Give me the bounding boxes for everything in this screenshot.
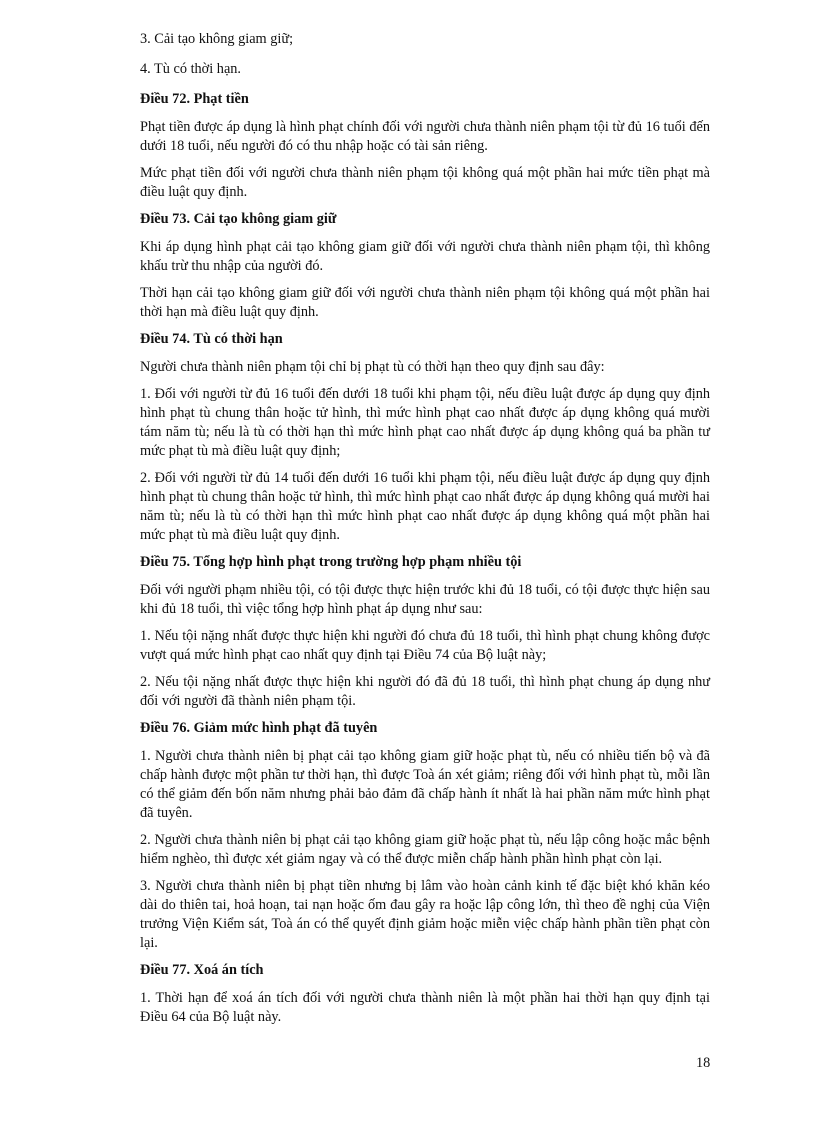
paragraph: Khi áp dụng hình phạt cải tạo không giam giữ đối với người chưa thành niên phạm tội, thì không khấu trừ thu nhập của người đó. bbox=[140, 239, 710, 274]
paragraph: Mức phạt tiền đối với người chưa thành niên phạm tội không quá một phần hai mức tiền phạt mà điều luật quy định. bbox=[140, 165, 710, 200]
paragraph: Phạt tiền được áp dụng là hình phạt chính đối với người chưa thành niên phạm tội từ đủ 16 tuổi đến dưới 18 tuổi, nếu người đó có thu nhập hoặc có tài sản riêng. bbox=[140, 119, 710, 154]
paragraph: Người chưa thành niên phạm tội chỉ bị phạt tù có thời hạn theo quy định sau đây: bbox=[140, 359, 605, 375]
article-heading: Điều 72. Phạt tiền bbox=[140, 91, 249, 107]
paragraph: 2. Đối với người từ đủ 14 tuổi đến dưới 16 tuổi khi phạm tội, nếu điều luật được áp dụng quy định hình phạt tù chung thân hoặc tử hình, thì mức hình phạt cao nhất được áp dụng không quá mười hai năm tù; nếu là tù có thời hạn thì mức hình phạt cao nhất được áp dụng không quá một phần hai mức phạt tù mà điều luật quy định. bbox=[140, 470, 710, 543]
paragraph: 2. Nếu tội nặng nhất được thực hiện khi người đó đã đủ 18 tuổi, thì hình phạt chung áp dụng như đối với người đã thành niên phạm tội. bbox=[140, 674, 710, 709]
list-item: 3. Cải tạo không giam giữ; bbox=[140, 31, 294, 47]
paragraph: 1. Nếu tội nặng nhất được thực hiện khi người đó chưa đủ 18 tuổi, thì hình phạt chung không được vượt quá mức hình phạt cao nhất quy định tại Điều 74 của Bộ luật này; bbox=[140, 628, 710, 663]
document-page bbox=[140, 30, 710, 1035]
article-heading: Điều 75. Tổng hợp hình phạt trong trường hợp phạm nhiều tội bbox=[140, 554, 522, 570]
article-heading: Điều 76. Giảm mức hình phạt đã tuyên bbox=[140, 720, 378, 736]
paragraph: Thời hạn cải tạo không giam giữ đối với người chưa thành niên phạm tội không quá một phần hai thời hạn mà điều luật quy định. bbox=[140, 285, 710, 320]
article-heading: Điều 73. Cải tạo không giam giữ bbox=[140, 211, 337, 227]
paragraph: 2. Người chưa thành niên bị phạt cải tạo không giam giữ hoặc phạt tù, nếu lập công hoặc mắc bệnh hiểm nghèo, thì được xét giảm ngay và có thể được miễn chấp hành phần hình phạt còn lại. bbox=[140, 832, 710, 867]
page-number: 18 bbox=[696, 1055, 711, 1071]
paragraph: 3. Người chưa thành niên bị phạt tiền nhưng bị lâm vào hoàn cảnh kinh tế đặc biệt khó khăn kéo dài do thiên tai, hoả hoạn, tai nạn hoặc ốm đau gây ra hoặc lập công lớn, thì theo đề nghị của Viện trưởng Viện Kiểm sát, Toà án có thể quyết định giảm hoặc miễn việc chấp hành phần tiền phạt còn lại. bbox=[140, 878, 710, 951]
paragraph: 1. Thời hạn để xoá án tích đối với người chưa thành niên là một phần hai thời hạn quy định tại Điều 64 của Bộ luật này. bbox=[140, 990, 710, 1025]
paragraph: Đối với người phạm nhiều tội, có tội được thực hiện trước khi đủ 18 tuổi, có tội được thực hiện sau khi đủ 18 tuổi, thì việc tổng hợp hình phạt áp dụng như sau: bbox=[140, 582, 710, 617]
article-heading: Điều 74. Tù có thời hạn bbox=[140, 331, 283, 347]
paragraph: 1. Đối với người từ đủ 16 tuổi đến dưới 18 tuổi khi phạm tội, nếu điều luật được áp dụng quy định hình phạt tù chung thân hoặc tử hình, thì mức hình phạt cao nhất được áp dụng không quá mười tám năm tù; nếu là tù có thời hạn thì mức hình phạt cao nhất được áp dụng không quá ba phần tư mức phạt tù mà điều luật quy định; bbox=[140, 386, 710, 459]
article-heading: Điều 77. Xoá án tích bbox=[140, 962, 264, 978]
list-item: 4. Tù có thời hạn. bbox=[140, 61, 242, 77]
paragraph: 1. Người chưa thành niên bị phạt cải tạo không giam giữ hoặc phạt tù, nếu có nhiều tiến bộ và đã chấp hành được một phần tư thời hạn, thì được Toà án xét giảm; riêng đối với hình phạt tù, mỗi lần có thể giảm đến bốn năm nhưng phải bảo đảm đã chấp hành ít nhất là hai phần năm mức hình phạt đã tuyên. bbox=[140, 748, 710, 821]
